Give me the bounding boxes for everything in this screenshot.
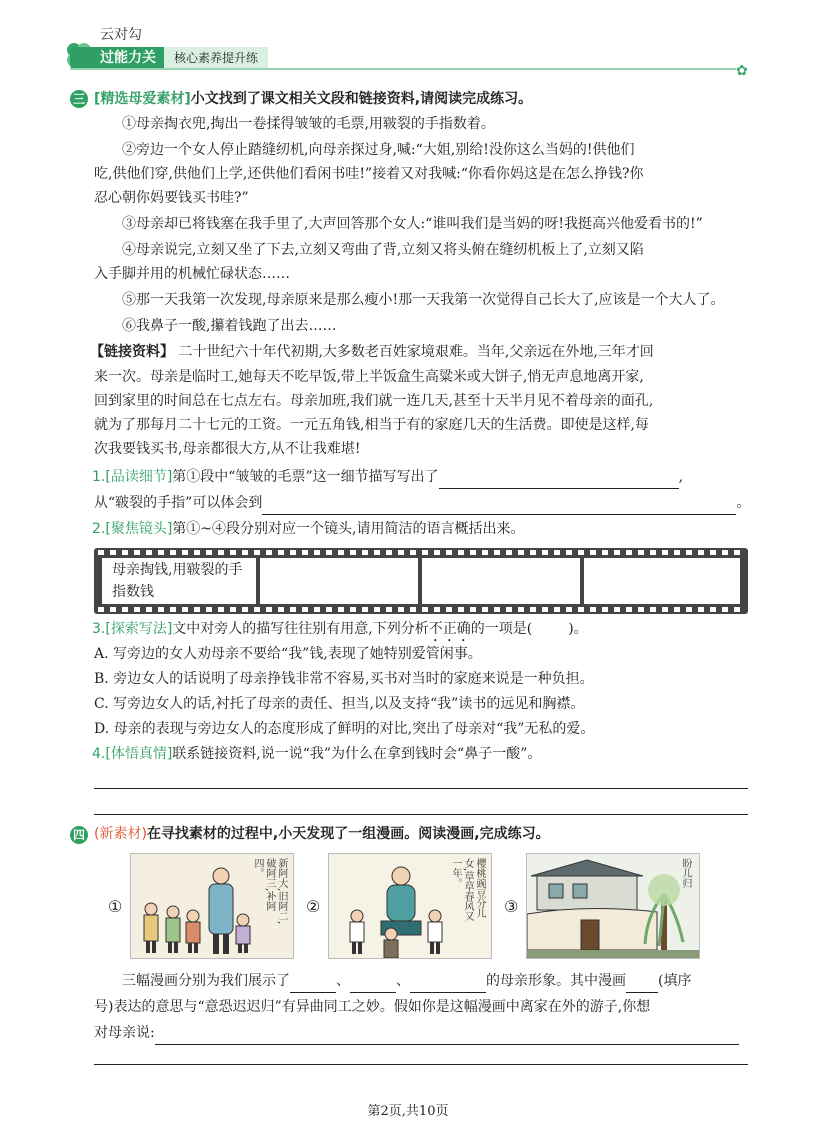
- question-1: [92, 465, 752, 489]
- q3-text-b: 的一项是(: [470, 621, 533, 637]
- link-material-1: [90, 340, 750, 364]
- para-3: ③母亲却已将钱塞在我手里了,大声回答那个女人:“谁叫我们是当妈的呀!我挺高兴他爱看书的!”: [122, 216, 703, 232]
- q3-tag: [探索写法]: [105, 621, 173, 637]
- comic-3-caption: 盼儿归: [680, 858, 691, 888]
- link-material-4: 就为了那每月二十七元的工资。一元五角钱,相当于有的家庭几天的生活费。即使是这样,每: [94, 417, 649, 433]
- comic-2-caption: 樱桃豌豆分儿女,草草春风又一年。: [450, 858, 485, 922]
- film-cell-2[interactable]: [260, 558, 418, 604]
- q3-text-a: 文中对旁人的描写往往别有用意,下列分析: [172, 621, 429, 637]
- comic-3: [526, 853, 700, 959]
- q1-tag: [品读细节]: [105, 469, 173, 485]
- comic-1-number: ①: [108, 897, 123, 916]
- q2-text: 第①~④段分别对应一个镜头,请用简洁的语言概括出来。: [172, 521, 525, 537]
- film-cell-1: 母亲掏钱,用皲裂的手指数钱: [102, 558, 256, 604]
- q4-text: 联系链接资料,说一说“我”为什么在拿到钱时会“鼻子一酸”。: [172, 746, 542, 762]
- s4-answer-line-2[interactable]: [94, 1064, 748, 1065]
- s4-blank-4[interactable]: [626, 977, 658, 993]
- brand-name: 云对勾: [100, 27, 142, 43]
- comic-1: [130, 853, 294, 959]
- q4-answer-line-2[interactable]: [94, 814, 748, 815]
- para-2c: 忍心朝你妈要钱买书哇?”: [94, 190, 249, 206]
- q3-close: )。: [568, 621, 588, 637]
- s4-text-b: 的母亲形象。其中漫画: [486, 973, 626, 989]
- section4-question-line-3: [94, 1021, 754, 1045]
- section4-intro-text: 在寻找素材的过程中,小天发现了一组漫画。阅读漫画,完成练习。: [146, 826, 550, 842]
- q1-comma: ,: [678, 469, 684, 485]
- para-5: ⑤那一天我第一次发现,母亲原来是那么瘦小!那一天我第一次觉得自己长大了,应该是一个大人了。: [122, 292, 725, 308]
- q3-number: 3.: [92, 621, 106, 637]
- q1-period: 。: [736, 495, 751, 511]
- s4-text-c: (填序: [658, 973, 692, 989]
- question-3: [92, 617, 752, 645]
- para-6: ⑥我鼻子一酸,攥着钱跑了出去……: [122, 318, 337, 334]
- header-tagbar: [70, 47, 268, 69]
- header-divider: [70, 68, 736, 70]
- option-a: A. 写旁边的女人劝母亲不要给“我”钱,表现了她特别爱管闲事。: [94, 646, 482, 662]
- section3-tag: [精选母爱素材]: [94, 91, 191, 107]
- leaf-icon: ✿: [736, 63, 748, 79]
- film-cell-3[interactable]: [422, 558, 580, 604]
- para-2b: 吃,供他们穿,供他们上学,还供他们看闲书哇!”接着又对我喊:“你看你妈这是在怎么挣钱?你: [94, 166, 644, 182]
- section4-question-line-1: [94, 969, 754, 993]
- option-d: D. 母亲的表现与旁边女人的态度形成了鲜明的对比,突出了母亲对“我”无私的爱。: [94, 721, 595, 737]
- link-material-5: 次我要钱买书,母亲都很大方,从不让我难堪!: [94, 441, 361, 457]
- link-text-1: 二十世纪六十年代初期,大多数老百姓家境艰难。当年,父亲远在外地,三年才回: [178, 344, 654, 360]
- q2-number: 2.: [92, 521, 106, 537]
- s4-text-a: 三幅漫画分别为我们展示了: [122, 973, 290, 989]
- s4-blank-3[interactable]: [410, 977, 486, 993]
- question-2: [92, 517, 752, 541]
- page-number: 第2页,共10页: [367, 1104, 449, 1119]
- para-4a: ④母亲说完,立刻又坐了下去,立刻又弯曲了背,立刻又将头俯在缝纫机板上了,立刻又陷: [122, 242, 644, 258]
- comic-3-illustration: [527, 854, 700, 959]
- film-holes-bottom: [98, 607, 744, 612]
- comic-3-number: ③: [504, 897, 519, 916]
- s4-sep-2: 、: [396, 973, 410, 989]
- child-front-figure: [384, 928, 398, 958]
- section3-intro: [94, 87, 754, 111]
- section4-intro: [94, 822, 754, 846]
- q3-emphasis: 不正确: [428, 621, 471, 637]
- s4-blank-1[interactable]: [290, 977, 336, 993]
- q4-answer-line-1[interactable]: [94, 788, 748, 789]
- link-material-3: 回到家里的时间总在七点左右。母亲加班,我们就一连几天,甚至十天半月见不着母亲的面孔,: [94, 393, 654, 409]
- q1-answer-blank-1[interactable]: [439, 473, 679, 489]
- comic-2-number: ②: [306, 897, 321, 916]
- para-1: ①母亲掏衣兜,掏出一卷揉得皱皱的毛票,用皲裂的手指数着。: [122, 116, 495, 132]
- section-badge-4: 四: [70, 826, 88, 844]
- link-material-2: 来一次。母亲是临时工,她每天不吃早饭,带上半饭盒生高粱米或大饼子,悄无声息地离开家,: [94, 369, 644, 385]
- q4-tag: [体悟真情]: [105, 746, 173, 762]
- ground: [527, 950, 700, 959]
- comic-1-caption: 新阿大,旧阿二,破阿三,补阿四。: [252, 858, 287, 925]
- film-cell-4[interactable]: [584, 558, 740, 604]
- s4-answer-blank[interactable]: [155, 1029, 739, 1045]
- q1-line2-text: 从“皲裂的手指”可以体会到: [94, 495, 263, 511]
- comic-2: [328, 853, 492, 959]
- para-4b: 入手脚并用的机械忙碌状态……: [94, 266, 290, 282]
- section-badge-3: 三: [70, 90, 88, 108]
- link-label: 【链接资料】: [90, 344, 174, 360]
- filmstrip-table: [94, 548, 748, 614]
- s4-blank-2[interactable]: [350, 977, 396, 993]
- section4-question-line-2: 号)表达的意思与“意恐迟迟归”有异曲同工之妙。假如你是这幅漫画中离家在外的游子,你想: [94, 999, 651, 1015]
- film-holes-top: [98, 550, 744, 555]
- section4-tag: (新素材): [94, 826, 147, 842]
- header-tag-sub: 核心素养提升练: [164, 47, 268, 69]
- s4-text-d: 对母亲说:: [94, 1025, 155, 1041]
- question-1-line2: [94, 491, 754, 515]
- para-2a: ②旁边一个女人停止踏缝纫机,向母亲探过身,喊:“大姐,别给!没你这么当妈的!供他们: [122, 142, 635, 158]
- q1-number: 1.: [92, 469, 106, 485]
- s4-sep-1: 、: [336, 973, 350, 989]
- courtyard-wall: [527, 908, 657, 950]
- option-c: C. 写旁边女人的话,衬托了母亲的责任、担当,以及支持“我”读书的远见和胸襟。: [94, 696, 585, 712]
- q1-text: 第①段中“皱皱的毛票”这一细节描写写出了: [172, 469, 439, 485]
- question-4: [92, 742, 752, 766]
- option-b: B. 旁边女人的话说明了母亲挣钱非常不容易,买书对当时的家庭来说是一种负担。: [94, 671, 594, 687]
- q1-answer-blank-2[interactable]: [262, 499, 736, 515]
- q4-number: 4.: [92, 746, 106, 762]
- q2-tag: [聚焦镜头]: [105, 521, 173, 537]
- section3-intro-text: 小文找到了课文相关文段和链接资料,请阅读完成练习。: [190, 91, 533, 107]
- header-tag-main: 过能力关: [70, 47, 164, 69]
